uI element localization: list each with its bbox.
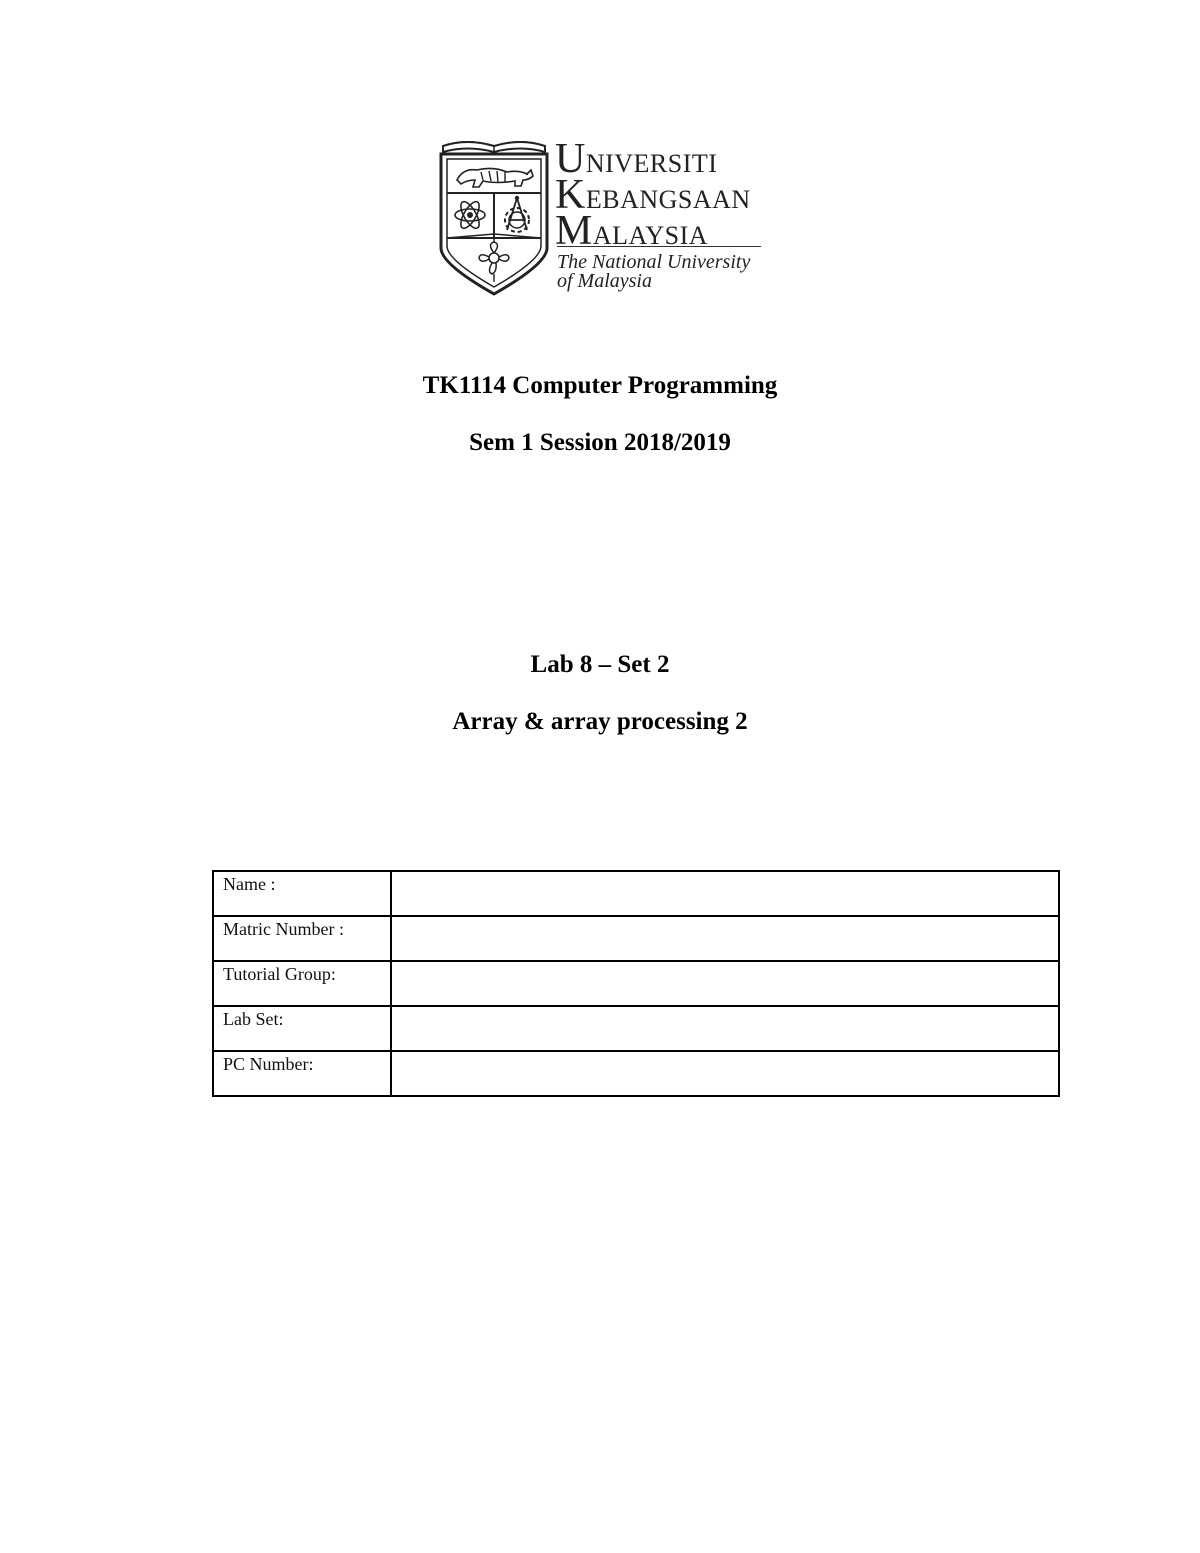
course-title: TK1114 Computer Programming <box>422 372 778 399</box>
pc-number-label: PC Number: <box>213 1051 391 1096</box>
student-info-table <box>212 870 1060 1097</box>
lab-set-label: Lab Set: <box>213 1006 391 1051</box>
wordmark-line-1: UNIVERSITI <box>555 136 718 182</box>
table-row <box>213 961 1059 1006</box>
table-row <box>213 1051 1059 1096</box>
name-field[interactable] <box>391 871 1059 916</box>
wordmark-line-3: MALAYSIA <box>555 208 709 254</box>
table-row <box>213 1006 1059 1051</box>
tutorial-group-field[interactable] <box>391 961 1059 1006</box>
course-session: Sem 1 Session 2018/2019 <box>469 429 731 456</box>
tagline-line-1: The National University <box>557 251 751 273</box>
lab-set-field[interactable] <box>391 1006 1059 1051</box>
matric-number-field[interactable] <box>391 916 1059 961</box>
university-logo <box>437 136 767 298</box>
lab-title: Lab 8 – Set 2 <box>530 651 670 678</box>
university-crest-icon <box>437 136 551 296</box>
name-label: Name : <box>213 871 391 916</box>
tutorial-group-label: Tutorial Group: <box>213 961 391 1006</box>
pc-number-field[interactable] <box>391 1051 1059 1096</box>
table-row <box>213 871 1059 916</box>
lab-topic: Array & array processing 2 <box>452 708 748 735</box>
wordmark-divider <box>557 246 761 247</box>
table-row <box>213 916 1059 961</box>
tagline-line-2: of Malaysia <box>557 270 652 292</box>
wordmark-line-2: KEBANGSAAN <box>555 172 751 218</box>
matric-number-label: Matric Number : <box>213 916 391 961</box>
